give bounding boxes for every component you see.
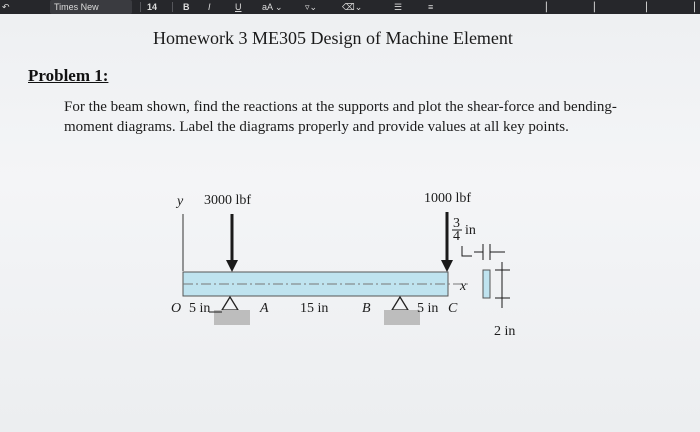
thickness-unit: in: [465, 223, 476, 238]
problem-heading: Problem 1:: [28, 66, 109, 85]
align-center-icon[interactable]: ▏: [594, 2, 601, 12]
cross-section: [483, 270, 490, 298]
thickness-fraction-numerator: 3: [453, 216, 460, 231]
highlight-icon[interactable]: ▿⌄: [305, 2, 318, 12]
font-family-select[interactable]: Times New: [50, 0, 132, 14]
support-a-label: A: [260, 301, 269, 316]
y-axis-label: y: [177, 194, 184, 209]
clear-format-icon[interactable]: ⌫⌄: [342, 2, 363, 12]
support-b-label: B: [362, 301, 371, 316]
load-3000-arrowhead: [226, 260, 238, 272]
load-1000-label: 1000 lbf: [424, 191, 472, 206]
undo-icon[interactable]: ↶: [2, 2, 10, 12]
bullet-list-icon[interactable]: ☰: [394, 2, 403, 12]
problem-statement: For the beam shown, find the reactions at the supports and plot the shear-force and bending-moment diagrams. Label the diagrams properly and provide values at all key points.: [64, 99, 617, 135]
document-title: Homework 3 ME305 Design of Machine Element: [153, 28, 513, 48]
justify-icon[interactable]: ▕: [688, 2, 695, 12]
bold-button[interactable]: B: [183, 2, 190, 12]
width-label: 2 in: [494, 324, 516, 339]
thickness-fraction-denominator: 4: [453, 229, 460, 244]
support-b-triangle: [392, 297, 408, 310]
dimension-a-to-b: 15 in: [300, 301, 329, 316]
font-size-select[interactable]: 14: [147, 2, 158, 12]
dimension-o-to-a: 5 in: [189, 301, 211, 316]
load-3000-label: 3000 lbf: [204, 193, 252, 208]
text-effects-button[interactable]: aA ⌄: [262, 2, 283, 12]
numbered-list-icon[interactable]: ≡: [428, 2, 434, 12]
align-right-icon[interactable]: ▕: [640, 2, 647, 12]
dimension-b-to-c: 5 in: [417, 301, 439, 316]
x-axis-label: x: [460, 279, 467, 294]
end-c-label: C: [448, 301, 458, 316]
support-b-ground: [384, 310, 420, 325]
load-1000-arrowhead: [441, 260, 453, 272]
support-a-triangle: [222, 297, 238, 310]
italic-button[interactable]: I: [208, 2, 211, 12]
thickness-leader-line: [462, 246, 472, 256]
origin-label: O: [171, 301, 182, 316]
align-left-icon[interactable]: ▏: [546, 2, 553, 12]
underline-button[interactable]: U: [235, 2, 242, 12]
